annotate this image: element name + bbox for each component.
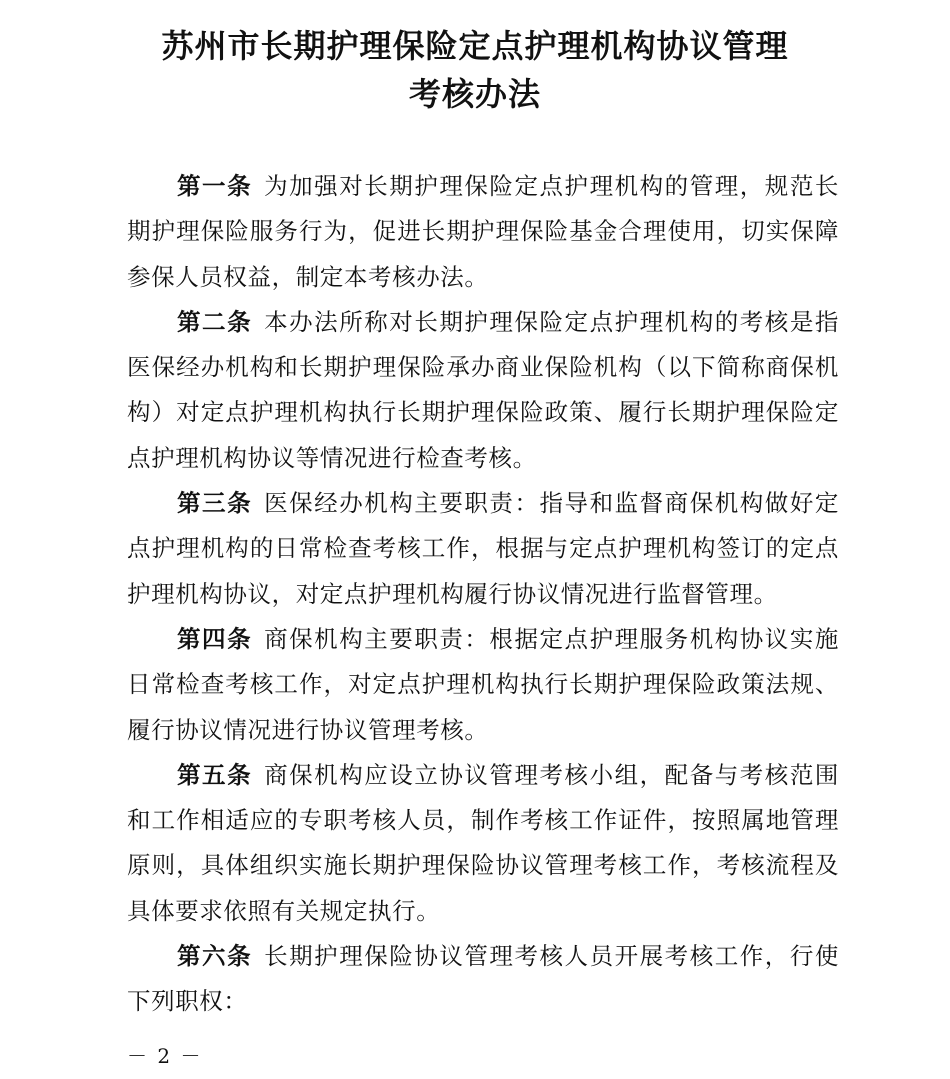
article-label: 第五条 bbox=[177, 760, 253, 789]
article-label: 第六条 bbox=[177, 942, 253, 971]
document-body bbox=[127, 164, 839, 1025]
article-4 bbox=[127, 617, 839, 753]
article-label: 第二条 bbox=[177, 307, 253, 336]
article-text: 为加强对长期护理保险定点护理机构的管理，规范长期护理保险服务行为，促进长期护理保险基金合理使用，切实保障参保人员权益，制定本考核办法。 bbox=[127, 172, 839, 291]
article-text: 医保经办机构主要职责：指导和监督商保机构做好定点护理机构的日常检查考核工作，根据与定点护理机构签订的定点护理机构协议，对定点护理机构履行协议情况进行监督管理。 bbox=[127, 489, 839, 608]
article-text: 本办法所称对长期护理保险定点护理机构的考核是指医保经办机构和长期护理保险承办商业保险机构（以下简称商保机构）对定点护理机构执行长期护理保险政策、履行长期护理保险定点护理机构协议等情况进行检查考核。 bbox=[127, 307, 839, 472]
article-text: 长期护理保险协议管理考核人员开展考核工作，行使下列职权： bbox=[127, 942, 839, 1016]
article-3 bbox=[127, 481, 839, 617]
article-6 bbox=[127, 934, 839, 1025]
page-number: － 2 － bbox=[127, 1044, 203, 1068]
article-text: 商保机构应设立协议管理考核小组，配备与考核范围和工作相适应的专职考核人员，制作考核工作证件，按照属地管理原则，具体组织实施长期护理保险协议管理考核工作，考核流程及具体要求依照有关规定执行。 bbox=[127, 760, 839, 925]
article-5 bbox=[127, 753, 839, 934]
document-title-line-2: 考核办法 bbox=[408, 75, 541, 113]
article-2 bbox=[127, 300, 839, 481]
article-label: 第四条 bbox=[177, 624, 253, 653]
document-title-line-1: 苏州市长期护理保险定点护理机构协议管理 bbox=[161, 27, 789, 65]
article-1 bbox=[127, 164, 839, 300]
article-label: 第一条 bbox=[177, 172, 253, 200]
article-label: 第三条 bbox=[177, 489, 253, 518]
article-text: 商保机构主要职责：根据定点护理服务机构协议实施日常检查考核工作，对定点护理机构执行长期护理保险政策法规、履行协议情况进行协议管理考核。 bbox=[127, 624, 839, 744]
